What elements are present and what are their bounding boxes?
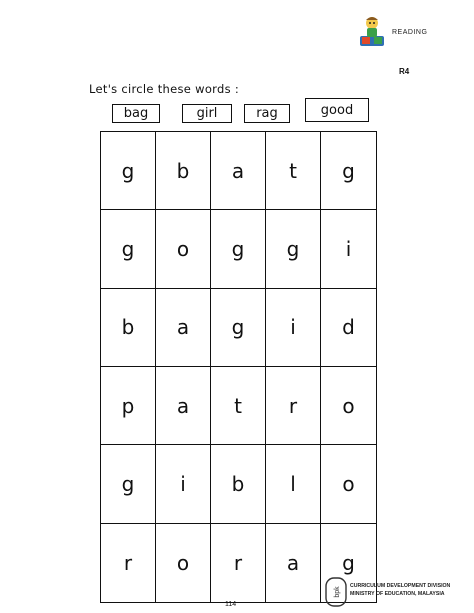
- grid-cell[interactable]: i: [156, 445, 211, 523]
- grid-cell[interactable]: a: [156, 289, 211, 367]
- grid-cell[interactable]: i: [266, 289, 321, 367]
- section-label: READING: [392, 29, 428, 36]
- footer-line-1: CURRICULUM DEVELOPMENT DIVISION: [350, 583, 451, 589]
- target-word-good: good: [305, 98, 369, 122]
- grid-cell[interactable]: b: [101, 289, 156, 367]
- grid-cell[interactable]: d: [321, 289, 376, 367]
- bpk-logo-icon: [325, 577, 347, 607]
- footer-organization: [350, 582, 450, 598]
- grid-cell[interactable]: t: [266, 132, 321, 210]
- grid-cell[interactable]: b: [211, 445, 266, 523]
- grid-cell[interactable]: r: [101, 524, 156, 602]
- grid-cell[interactable]: o: [156, 210, 211, 288]
- grid-cell[interactable]: a: [266, 524, 321, 602]
- grid-cell[interactable]: g: [211, 210, 266, 288]
- grid-cell[interactable]: i: [321, 210, 376, 288]
- footer-line-2: MINISTRY OF EDUCATION, MALAYSIA: [350, 591, 445, 597]
- grid-cell[interactable]: o: [156, 524, 211, 602]
- reading-mascot-icon: [358, 14, 386, 48]
- grid-cell[interactable]: o: [321, 445, 376, 523]
- instruction-text: Let's circle these words :: [89, 82, 240, 96]
- grid-cell[interactable]: g: [101, 445, 156, 523]
- target-word-rag: rag: [244, 104, 290, 123]
- grid-cell[interactable]: g: [321, 132, 376, 210]
- grid-cell[interactable]: g: [211, 289, 266, 367]
- grid-cell[interactable]: r: [266, 367, 321, 445]
- grid-cell[interactable]: b: [156, 132, 211, 210]
- grid-cell[interactable]: a: [156, 367, 211, 445]
- grid-cell[interactable]: g: [101, 210, 156, 288]
- grid-cell[interactable]: g: [266, 210, 321, 288]
- grid-cell[interactable]: o: [321, 367, 376, 445]
- grid-cell[interactable]: r: [211, 524, 266, 602]
- grid-cell[interactable]: g: [101, 132, 156, 210]
- letter-grid: [100, 131, 377, 603]
- target-word-girl: girl: [182, 104, 232, 123]
- worksheet-code: R4: [399, 67, 410, 76]
- grid-cell[interactable]: l: [266, 445, 321, 523]
- bpk-logo-text: bpk: [334, 586, 341, 598]
- target-word-bag: bag: [112, 104, 160, 123]
- grid-cell[interactable]: t: [211, 367, 266, 445]
- grid-cell[interactable]: a: [211, 132, 266, 210]
- grid-cell[interactable]: p: [101, 367, 156, 445]
- page-number: 114: [225, 601, 237, 608]
- grid-cell[interactable]: g: [342, 550, 355, 575]
